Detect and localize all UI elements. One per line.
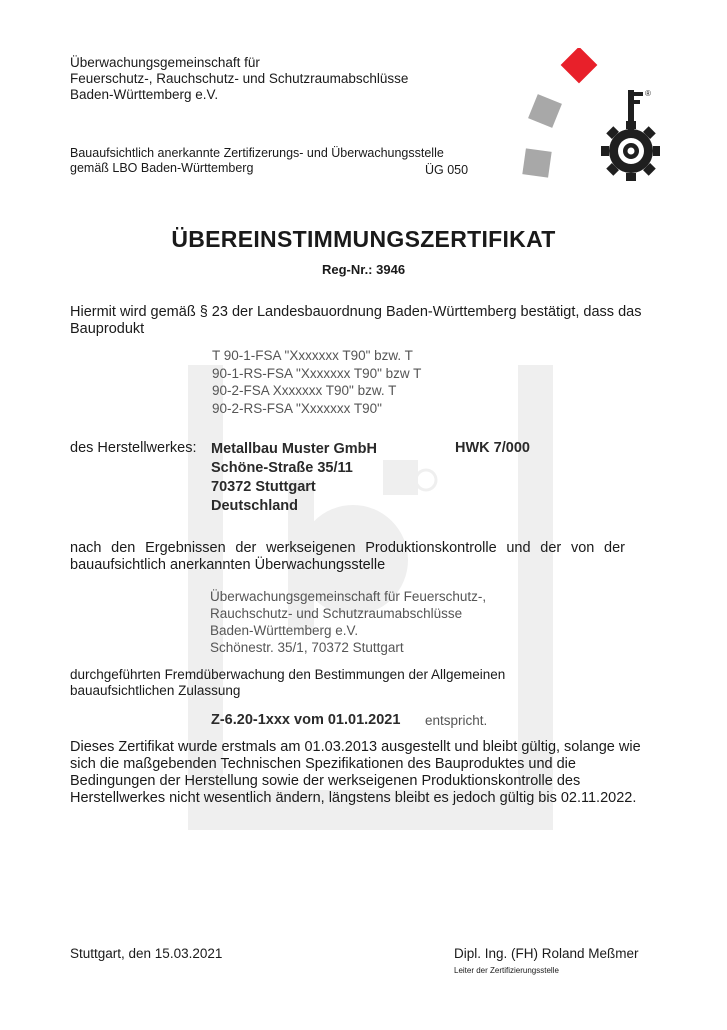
result-line-2: bauaufsichtlich anerkannten Überwachungsstelle [70,557,386,573]
external-monitoring [70,667,505,699]
result-line-1: nach den Ergebnissen der werkseigenen Produktionskontrolle und der von der [70,540,625,556]
certification-body [70,146,444,176]
external-line: bauaufsichtlichen Zulassung [70,683,241,698]
manufacturer-line: Metallbau Muster GmbH [211,441,377,457]
red-diamond-icon [561,48,598,83]
hwk-number: HWK 7/000 [455,440,530,456]
product-line: 90-2-FSA Xxxxxxx T90" bzw. T [212,383,397,398]
monitor-line: Baden-Württemberg e.V. [210,623,359,638]
org-line: Überwachungsgemeinschaft für [70,55,260,70]
cert-line: gemäß LBO Baden-Württemberg [70,161,254,175]
signer-name: Dipl. Ing. (FH) Roland Meßmer [454,946,639,961]
validity-line: Herstellwerkes nicht wesentlich ändern, längstens bleibt es jedoch gültig bis 02.11.2022. [70,790,637,806]
validity-line: sich die maßgebenden Technischen Spezifikationen des Bauproduktes und die [70,756,576,772]
org-name [70,55,408,103]
approval-number: Z-6.20-1xxx vom 01.01.2021 [211,712,401,728]
product-line: T 90-1-FSA "Xxxxxxx T90" bzw. T [212,348,413,363]
org-line: Feuerschutz-, Rauchschutz- und Schutzraumabschlüsse [70,71,409,86]
manufacturer-line: Deutschland [211,498,299,514]
signer-role: Leiter der Zertifizierungsstelle [454,966,559,975]
manufacturer-address [211,440,377,516]
monitor-line: Schönestr. 35/1, 70372 Stuttgart [210,640,404,655]
monitor-line: Überwachungsgemeinschaft für Feuerschutz-, [210,589,487,604]
gear-key-icon [601,90,660,181]
manufacturer-line: Schöne-Straße 35/11 [211,460,353,476]
place-date: Stuttgart, den 15.03.2021 [70,946,223,961]
monitor-line: Rauchschutz- und Schutzraumabschlüsse [210,606,463,621]
approval-suffix: entspricht. [425,713,488,728]
product-line: 90-1-RS-FSA "Xxxxxxx T90" bzw T [212,365,422,381]
page-title: ÜBEREINSTIMMUNGSZERTIFIKAT [171,226,556,252]
gray-square-icon [528,94,562,128]
external-line: durchgeführten Fremdüberwachung den Bestimmungen der Allgemeinen [70,667,506,682]
validity-line: Dieses Zertifikat wurde erstmals am 01.03.2013 ausgestellt und bleibt gültig, solange wie [70,739,641,755]
monitoring-body [210,588,486,656]
manufacturer-line: 70372 Stuttgart [211,479,316,495]
cert-line: Bauaufsichtlich anerkannte Zertifizerungs- und Überwachungsstelle [70,146,444,160]
cert-code: ÜG 050 [425,163,469,177]
reg-number: Reg-Nr.: 3946 [321,262,406,277]
org-line: Baden-Württemberg e.V. [70,87,219,102]
gray-square-icon [522,148,551,177]
intro-line: Hiermit wird gemäß § 23 der Landesbauordnung Baden-Württemberg bestätigt, dass das [70,304,642,320]
product-line: 90-2-RS-FSA "Xxxxxxx T90" [212,400,382,416]
manufacturer-label: des Herstellwerkes: [70,440,197,456]
product-list [212,347,421,417]
validity-paragraph [70,739,641,807]
registered-mark: ® [645,89,651,98]
intro-line: Bauprodukt [70,321,145,337]
organization-logo [510,48,660,188]
validity-line: Bedingungen der Herstellung sowie der werkseigenen Produktionskontrolle des [70,773,581,789]
intro-paragraph [70,304,641,338]
